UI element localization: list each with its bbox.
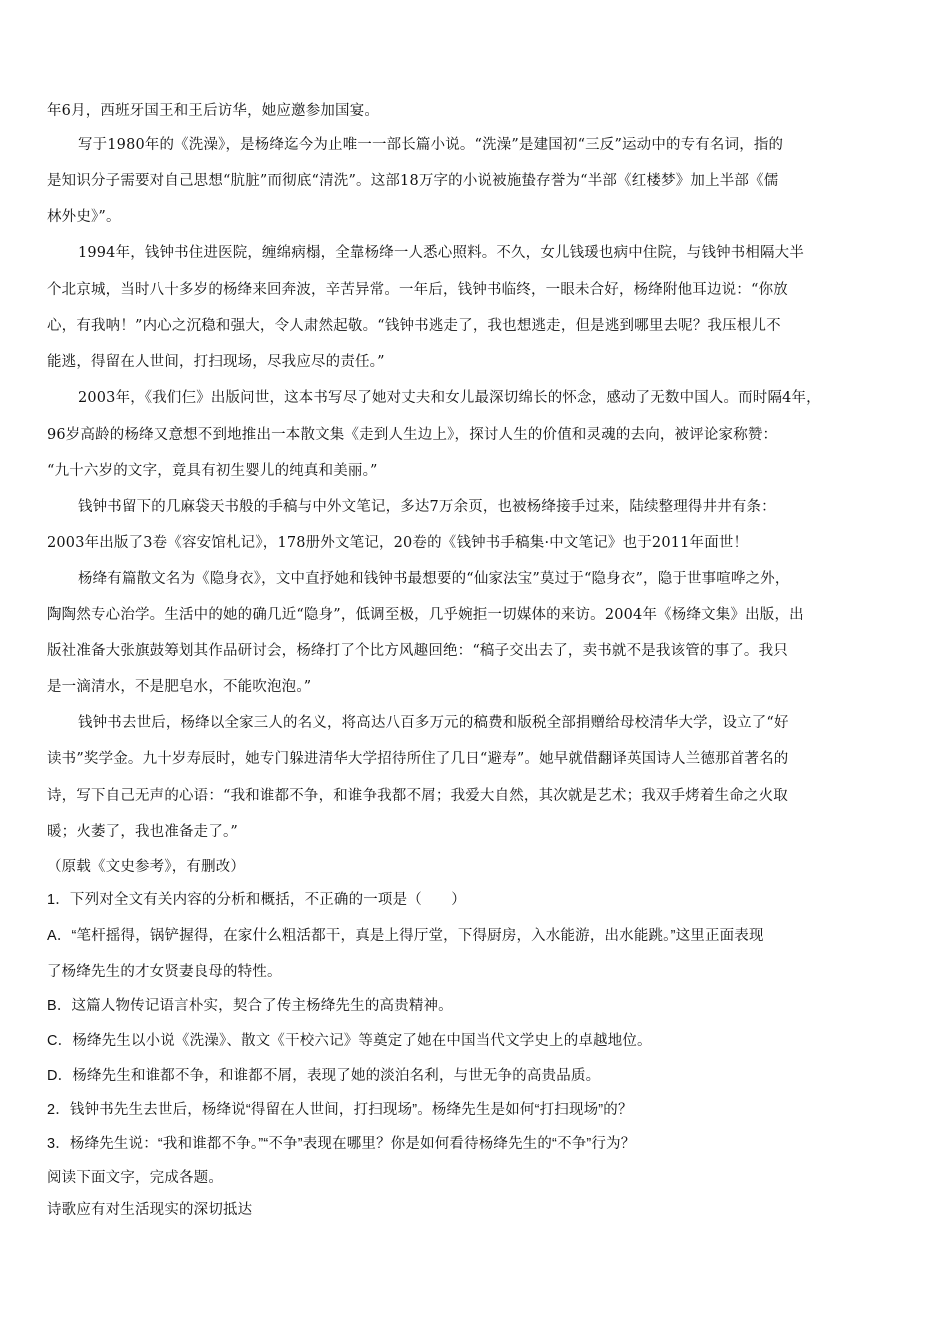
text-line: 陶陶然专心治学。生活中的她的确几近“隐身”，低调至极，几乎婉拒一切媒体的来访。2004年《杨绛文集》出版，出 [47,607,804,623]
question-1: 1．下列对全文有关内容的分析和概括，不正确的一项是（ ） [47,892,466,908]
text-line: 是知识分子需要对自己思想“肮脏”而彻底“清洗”。这部18万字的小说被施蛰存誉为“半部《红楼梦》加上半部《儒 [47,173,779,189]
option-b: B．这篇人物传记语言朴实，契合了传主杨绛先生的高贵精神。 [47,998,453,1014]
source-note: （原载《文史参考》，有删改） [47,859,246,875]
text-line: 林外史》”。 [47,209,121,225]
paragraph-line: 1994年，钱钟书住进医院，缠绵病榻，全靠杨绛一人悉心照料。不久，女儿钱瑗也病中住院，与钱钟书相隔大半 [78,245,804,261]
text-line: 心，有我呐！”内心之沉稳和强大，令人肃然起敬。“钱钟书逃走了，我也想逃走，但是逃到哪里去呢？我压根儿不 [47,318,781,334]
question-3: 3．杨绛先生说：“我和谁都不争。”“不争”表现在哪里？你是如何看待杨绛先生的“不争”行为？ [47,1136,636,1152]
paragraph-line: 2003年，《我们仨》出版问世，这本书写尽了她对丈夫和女儿最深切绵长的怀念，感动了无数中国人。而时隔4年， [78,390,821,406]
text-line: 读书”奖学金。九十岁寿辰时，她专门躲进清华大学招待所住了几日“避寿”。她早就借翻译英国诗人兰德那首著名的 [47,751,789,767]
text-line: 2003年出版了3卷《容安馆札记》，178册外文笔记，20卷的《钱钟书手稿集·中文笔记》也于2011年面世！ [47,535,749,551]
next-article-title: 诗歌应有对生活现实的深切抵达 [47,1202,253,1218]
option-a-continued: 了杨绛先生的才女贤妻良母的特性。 [47,964,282,980]
text-line: 年6月，西班牙国王和王后访华，她应邀参加国宴。 [47,103,380,119]
text-line: 版社准备大张旗鼓筹划其作品研讨会，杨绛打了个比方风趣回绝：“稿子交出去了，卖书就不是我该管的事了。我只 [47,643,788,659]
text-line: 是一滴清水，不是肥皂水，不能吹泡泡。” [47,679,312,695]
question-2: 2．钱钟书先生去世后，杨绛说“得留在人世间，打扫现场”。杨绛先生是如何“打扫现场”的？ [47,1102,633,1118]
paragraph-line: 写于1980年的《洗澡》，是杨绛迄今为止唯一一部长篇小说。“洗澡”是建国初“三反”运动中的专有名词，指的 [78,137,784,153]
text-line: 诗，写下自己无声的心语：“我和谁都不争，和谁争我都不屑；我爱大自然，其次就是艺术；我双手烤着生命之火取 [47,788,788,804]
option-d: D．杨绛先生和谁都不争，和谁都不屑，表现了她的淡泊名利，与世无争的高贵品质。 [47,1068,601,1084]
option-a: A．“笔杆摇得，锅铲握得，在家什么粗活都干，真是上得厅堂，下得厨房，入水能游，出水能跳。”这里正面表现 [47,928,764,944]
text-line: “九十六岁的文字，竟具有初生婴儿的纯真和美丽。” [47,463,378,479]
paragraph-line: 杨绛有篇散文名为《隐身衣》，文中直抒她和钱钟书最想要的“仙家法宝”莫过于“隐身衣”，隐于世事喧哗之外， [78,571,790,587]
text-line: 能逃，得留在人世间，打扫现场，尽我应尽的责任。” [47,354,385,370]
reading-instruction: 阅读下面文字，完成各题。 [47,1170,224,1186]
text-line: 96岁高龄的杨绛又意想不到地推出一本散文集《走到人生边上》，探讨人生的价值和灵魂的去向，被评论家称赞： [47,427,778,443]
option-c: C．杨绛先生以小说《洗澡》、散文《干校六记》等奠定了她在中国当代文学史上的卓越地位。 [47,1033,652,1049]
paragraph-line: 钱钟书去世后，杨绛以全家三人的名义，将高达八百多万元的稿费和版税全部捐赠给母校清华大学，设立了“好 [78,715,789,731]
text-line: 个北京城，当时八十多岁的杨绛来回奔波，辛苦异常。一年后，钱钟书临终，一眼未合好，杨绛附他耳边说：“你放 [47,282,788,298]
paragraph-line: 钱钟书留下的几麻袋天书般的手稿与中外文笔记，多达7万余页，也被杨绛接手过来，陆续整理得井井有条： [78,499,776,515]
text-line: 暖；火萎了，我也准备走了。” [47,824,239,840]
